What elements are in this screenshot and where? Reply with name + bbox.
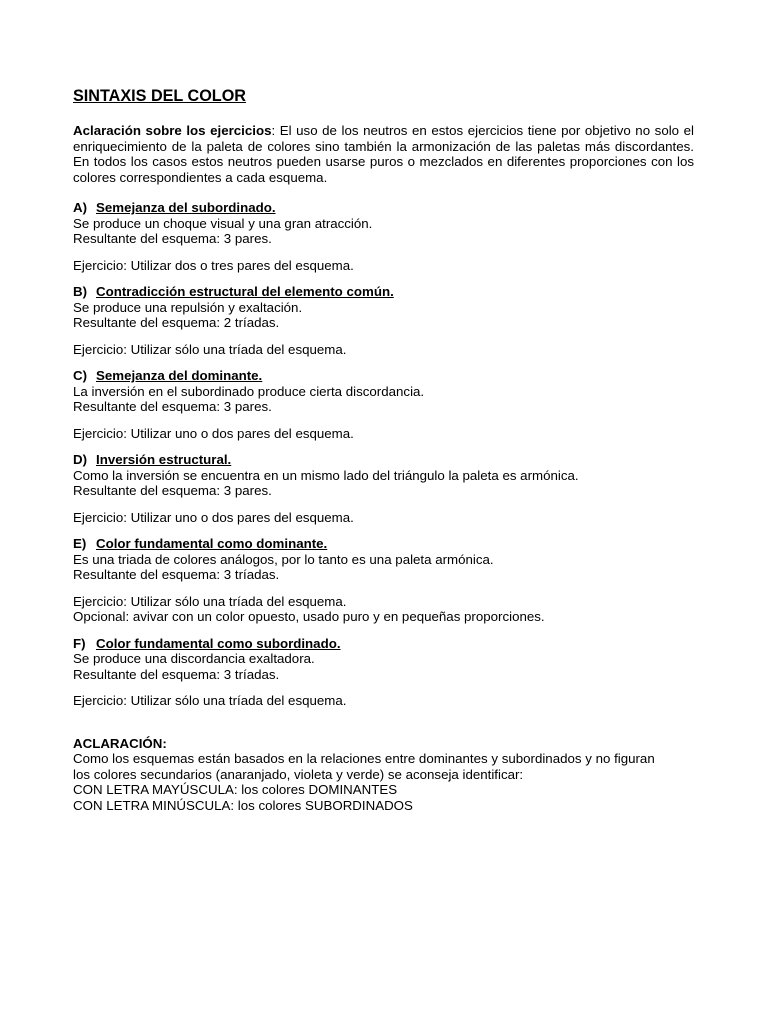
section-d bbox=[73, 452, 694, 525]
section-line: Se produce una discordancia exaltadora. bbox=[73, 651, 315, 666]
section-letter: F) bbox=[73, 635, 86, 651]
section-line: Resultante del esquema: 3 pares. bbox=[73, 483, 272, 498]
section-spacer bbox=[73, 682, 694, 693]
section-letter: C) bbox=[73, 368, 88, 383]
section-c bbox=[73, 368, 694, 441]
section-line: Como la inversión se encuentra en un mismo lado del triángulo la paleta es armónica. bbox=[73, 467, 579, 483]
section-heading-text: Color fundamental como subordinado. bbox=[96, 635, 341, 651]
section-letter: D) bbox=[73, 452, 88, 467]
section-spacer bbox=[73, 247, 694, 258]
section-letter: B) bbox=[73, 284, 88, 299]
sections-container bbox=[73, 200, 694, 709]
section-heading bbox=[73, 200, 694, 216]
section-a bbox=[73, 200, 694, 273]
section-line: Se produce un choque visual y una gran atracción. bbox=[73, 215, 373, 231]
section-exercise: Ejercicio: Utilizar sólo una tríada del esquema. bbox=[73, 341, 347, 357]
section-exercise: Opcional: avivar con un color opuesto, usado puro y en pequeñas proporciones. bbox=[73, 609, 545, 624]
note-line: CON LETRA MINÚSCULA: los colores SUBORDINADOS bbox=[73, 797, 413, 813]
section-letter: E) bbox=[73, 536, 87, 551]
document-page bbox=[73, 86, 694, 813]
section-heading bbox=[73, 368, 694, 384]
section-exercise: Ejercicio: Utilizar sólo una tríada del esquema. bbox=[73, 593, 347, 609]
note-line: Como los esquemas están basados en la relaciones entre dominantes y subordinados y no figuran bbox=[73, 751, 655, 766]
section-spacer bbox=[73, 415, 694, 426]
section-exercise: Ejercicio: Utilizar uno o dos pares del esquema. bbox=[73, 425, 354, 441]
section-line: Resultante del esquema: 3 pares. bbox=[73, 399, 272, 414]
section-heading bbox=[73, 636, 694, 652]
note-line: los colores secundarios (anaranjado, violeta y verde) se aconseja identificar: bbox=[73, 766, 524, 782]
section-heading-text: Semejanza del subordinado. bbox=[96, 200, 276, 215]
section-line: Resultante del esquema: 3 pares. bbox=[73, 231, 272, 246]
section-spacer bbox=[73, 499, 694, 510]
intro-text: : El uso de los neutros en estos ejercicios tiene por objetivo no solo el enriquecimiento de la paleta de colores sino también la armonización de las paletas más discordantes. En todos los casos estos neutros pueden usarse puros o mezclados en diferentes proporciones con los colores correspondientes a cada esquema. bbox=[73, 123, 694, 185]
note-title: ACLARACIÓN: bbox=[73, 735, 167, 751]
note-line: CON LETRA MAYÚSCULA: los colores DOMINANTES bbox=[73, 782, 398, 797]
intro-label: Aclaración sobre los ejercicios bbox=[73, 123, 272, 138]
section-spacer bbox=[73, 331, 694, 342]
section-exercise: Ejercicio: Utilizar uno o dos pares del esquema. bbox=[73, 509, 354, 525]
section-letter: A) bbox=[73, 200, 88, 215]
section-line: Resultante del esquema: 3 tríadas. bbox=[73, 666, 280, 682]
section-heading-text: Semejanza del dominante. bbox=[96, 368, 263, 383]
section-heading-text: Color fundamental como dominante. bbox=[96, 536, 328, 551]
section-heading-text: Inversión estructural. bbox=[96, 452, 232, 467]
section-exercise: Ejercicio: Utilizar dos o tres pares del esquema. bbox=[73, 257, 354, 273]
document-title: SINTAXIS DEL COLOR bbox=[73, 87, 246, 105]
section-heading bbox=[73, 536, 694, 552]
section-line: La inversión en el subordinado produce cierta discordancia. bbox=[73, 383, 425, 399]
clarification-note bbox=[73, 736, 694, 814]
section-line: Resultante del esquema: 2 tríadas. bbox=[73, 315, 280, 330]
section-heading bbox=[73, 452, 694, 468]
section-b bbox=[73, 284, 694, 357]
section-heading bbox=[73, 284, 694, 300]
section-line: Es una triada de colores análogos, por lo tanto es una paleta armónica. bbox=[73, 551, 494, 567]
section-spacer bbox=[73, 583, 694, 594]
section-line: Se produce una repulsión y exaltación. bbox=[73, 299, 303, 315]
section-f bbox=[73, 636, 694, 709]
section-exercise: Ejercicio: Utilizar sólo una tríada del esquema. bbox=[73, 693, 347, 708]
intro-paragraph bbox=[73, 123, 694, 185]
section-line: Resultante del esquema: 3 tríadas. bbox=[73, 567, 280, 582]
section-heading-text: Contradicción estructural del elemento común. bbox=[96, 284, 394, 299]
section-e bbox=[73, 536, 694, 625]
